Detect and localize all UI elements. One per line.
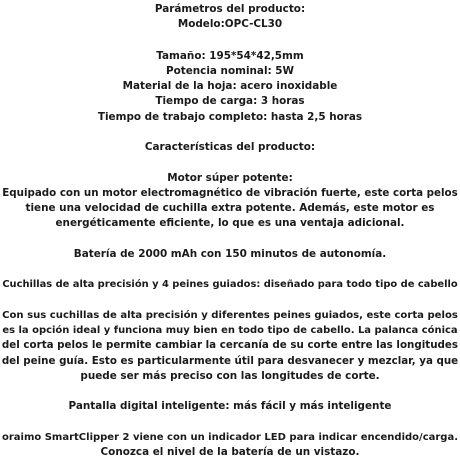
blade-material-line: Material de la hoja: acero inoxidable (122, 80, 338, 93)
power-line: Potencia nominal: 5W (165, 64, 295, 77)
motor-text-1: Equipado con un motor electromagnético de vibración fuerte, este corta pelos (2, 186, 458, 199)
size-line: Tamaño: 195*54*42,5mm (156, 49, 304, 62)
blades-text-2: es la opción ideal y funciona muy bien en todo tipo de cabello. La palanca cónica (2, 325, 458, 337)
blades-text-3: del corta pelos le permite cambiar la cercanía de su corte entre las longitudes (1, 339, 459, 352)
display-text-1: oraimo SmartClipper 2 viene con un indicador LED para indicar encendido/carga. (1, 431, 459, 443)
blades-text-4: del peine guía. Esto es particularmente útil para desvanecer y mezclar, ya que (1, 354, 459, 367)
motor-text-2: tiene una velocidad de cuchilla extra potente. Además, este motor es (25, 202, 435, 215)
motor-heading: Motor súper potente: (167, 171, 293, 184)
charge-time-line: Tiempo de carga: 3 horas (155, 95, 305, 108)
model-line: Modelo:OPC-CL30 (177, 18, 283, 31)
work-time-line: Tiempo de trabajo completo: hasta 2,5 horas (97, 110, 363, 123)
blades-text-5: puede ser más preciso con las longitudes de corte. (80, 369, 380, 382)
params-heading: Parámetros del producto: (154, 3, 306, 15)
motor-text-3: energéticamente eficiente, lo que es una ventaja adicional. (55, 217, 405, 230)
features-heading: Características del producto: (144, 141, 316, 154)
blades-heading: Cuchillas de alta precisión y 4 peines guiados: diseñado para todo tipo de cabello (2, 279, 458, 291)
blades-text-1: Con sus cuchillas de alta precisión y diferentes peines guiados, este corta pelos (2, 309, 458, 321)
battery-line: Batería de 2000 mAh con 150 minutos de autonomía. (73, 247, 387, 260)
display-text-2: Conozca el nivel de la batería de un vistazo. (100, 446, 360, 458)
display-heading: Pantalla digital inteligente: más fácil y más inteligente (68, 400, 392, 413)
